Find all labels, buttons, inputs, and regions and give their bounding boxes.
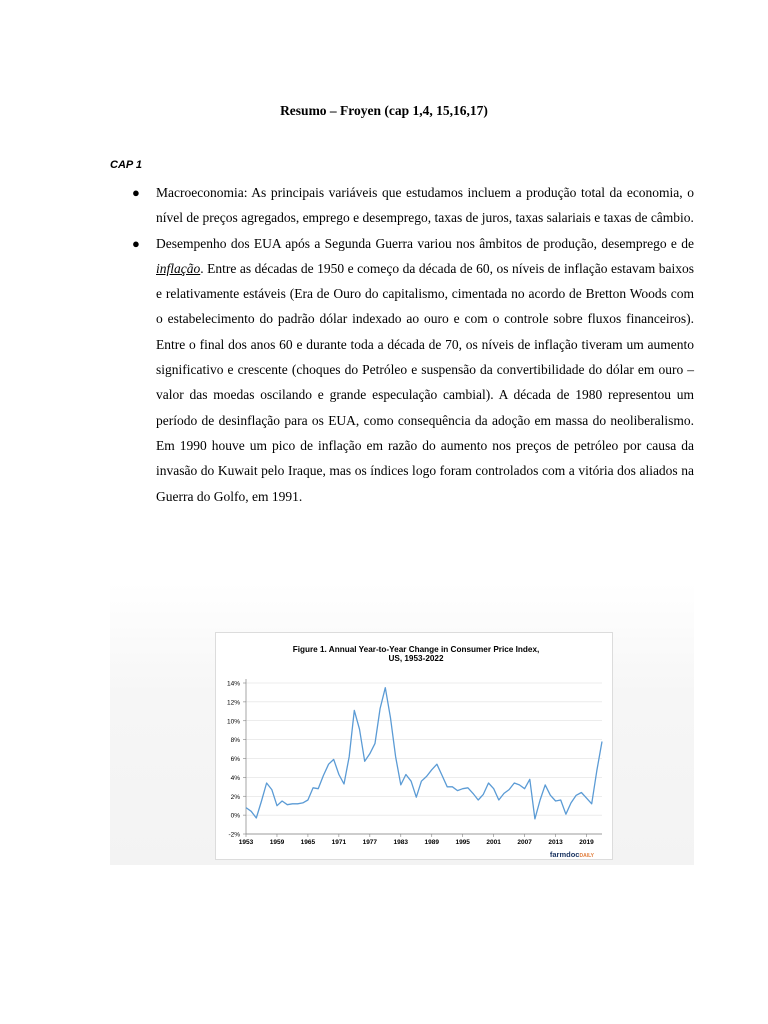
x-tick-label: 1977 [362,839,378,846]
bullet-list [110,180,694,509]
x-tick-label: 1995 [455,839,470,846]
x-tick-label: 1971 [331,839,347,846]
x-tick-label: 2019 [579,839,594,846]
cpi-line-chart [216,633,612,859]
y-tick-label: 6% [230,756,240,763]
y-tick-label: -2% [228,831,240,839]
x-tick-label: 1989 [424,839,439,846]
y-tick-label: 14% [226,680,240,688]
y-tick-label: 10% [226,718,240,726]
y-tick-label: 12% [226,699,240,707]
x-tick-label: 1965 [300,839,316,846]
x-tick-label: 1959 [269,839,285,846]
cpi-figure [215,632,613,860]
source-logo [550,850,595,859]
x-tick-label: 2013 [548,839,563,846]
section-label: CAP 1 [110,159,142,171]
cpi-series-line [246,688,602,819]
x-tick-label: 2007 [517,839,532,846]
x-tick-label: 2001 [486,839,501,846]
x-tick-label: 1953 [238,839,254,846]
bullet-icon: ● [132,235,140,251]
y-tick-label: 8% [230,737,240,745]
y-tick-label: 4% [230,774,240,782]
bullet-item [110,180,694,231]
chart-title-line2: US, 1953-2022 [388,654,444,663]
source-logo-sub: DAILY [579,853,594,859]
y-tick-label: 2% [230,793,240,801]
document-title: Resumo – Froyen (cap 1,4, 15,16,17) [280,103,488,118]
bullet-text-before: Desempenho dos EUA após a Segunda Guerra variou nos âmbitos de produção, desemprego e de [156,235,694,251]
chart-title-line1: Figure 1. Annual Year-to-Year Change in Consumer Price Index, [292,645,540,654]
bullet-item [110,231,694,509]
x-tick-label: 1983 [393,839,409,846]
bullet-text: Macroeconomia: As principais variáveis que estudamos incluem a produção total da economia, o nível de preços agregados, emprego e desemprego, taxas de juros, taxas salariais e taxas de câmbio. [156,185,694,226]
bullet-text-after: . Entre as décadas de 1950 e começo da década de 60, os níveis de inflação estavam baixos e relativamente estáveis (Era de Ouro do capitalismo, cimentada no acordo de Bretton Woods com o estabelecimento do padrão dólar indexado ao ouro e com o controle sobre fluxos financeiros). Entre o final dos anos 60 e durante toda a década de 70, os níveis de inflação tiveram um aumento significativo e crescente (choques do Petróleo e suspensão da convertibilidade do dólar em ouro – valor das moedas oscilando e grande especulação cambial). A década de 1980 representou um período de desinflação para os EUA, como consequência da adoção em massa do neoliberalismo. Em 1990 houve um pico de inflação em razão do aumento nos preços de petróleo por causa da invasão do Kuwait pelo Iraque, mas os índices logo foram controlados com a vitória dos aliados na Guerra do Golfo, em 1991. [156,260,694,504]
source-logo-main: farmdoc [549,850,580,859]
y-tick-label: 0% [230,812,240,820]
bullet-icon: ● [132,185,140,200]
inflation-link[interactable]: inflação [156,260,201,276]
